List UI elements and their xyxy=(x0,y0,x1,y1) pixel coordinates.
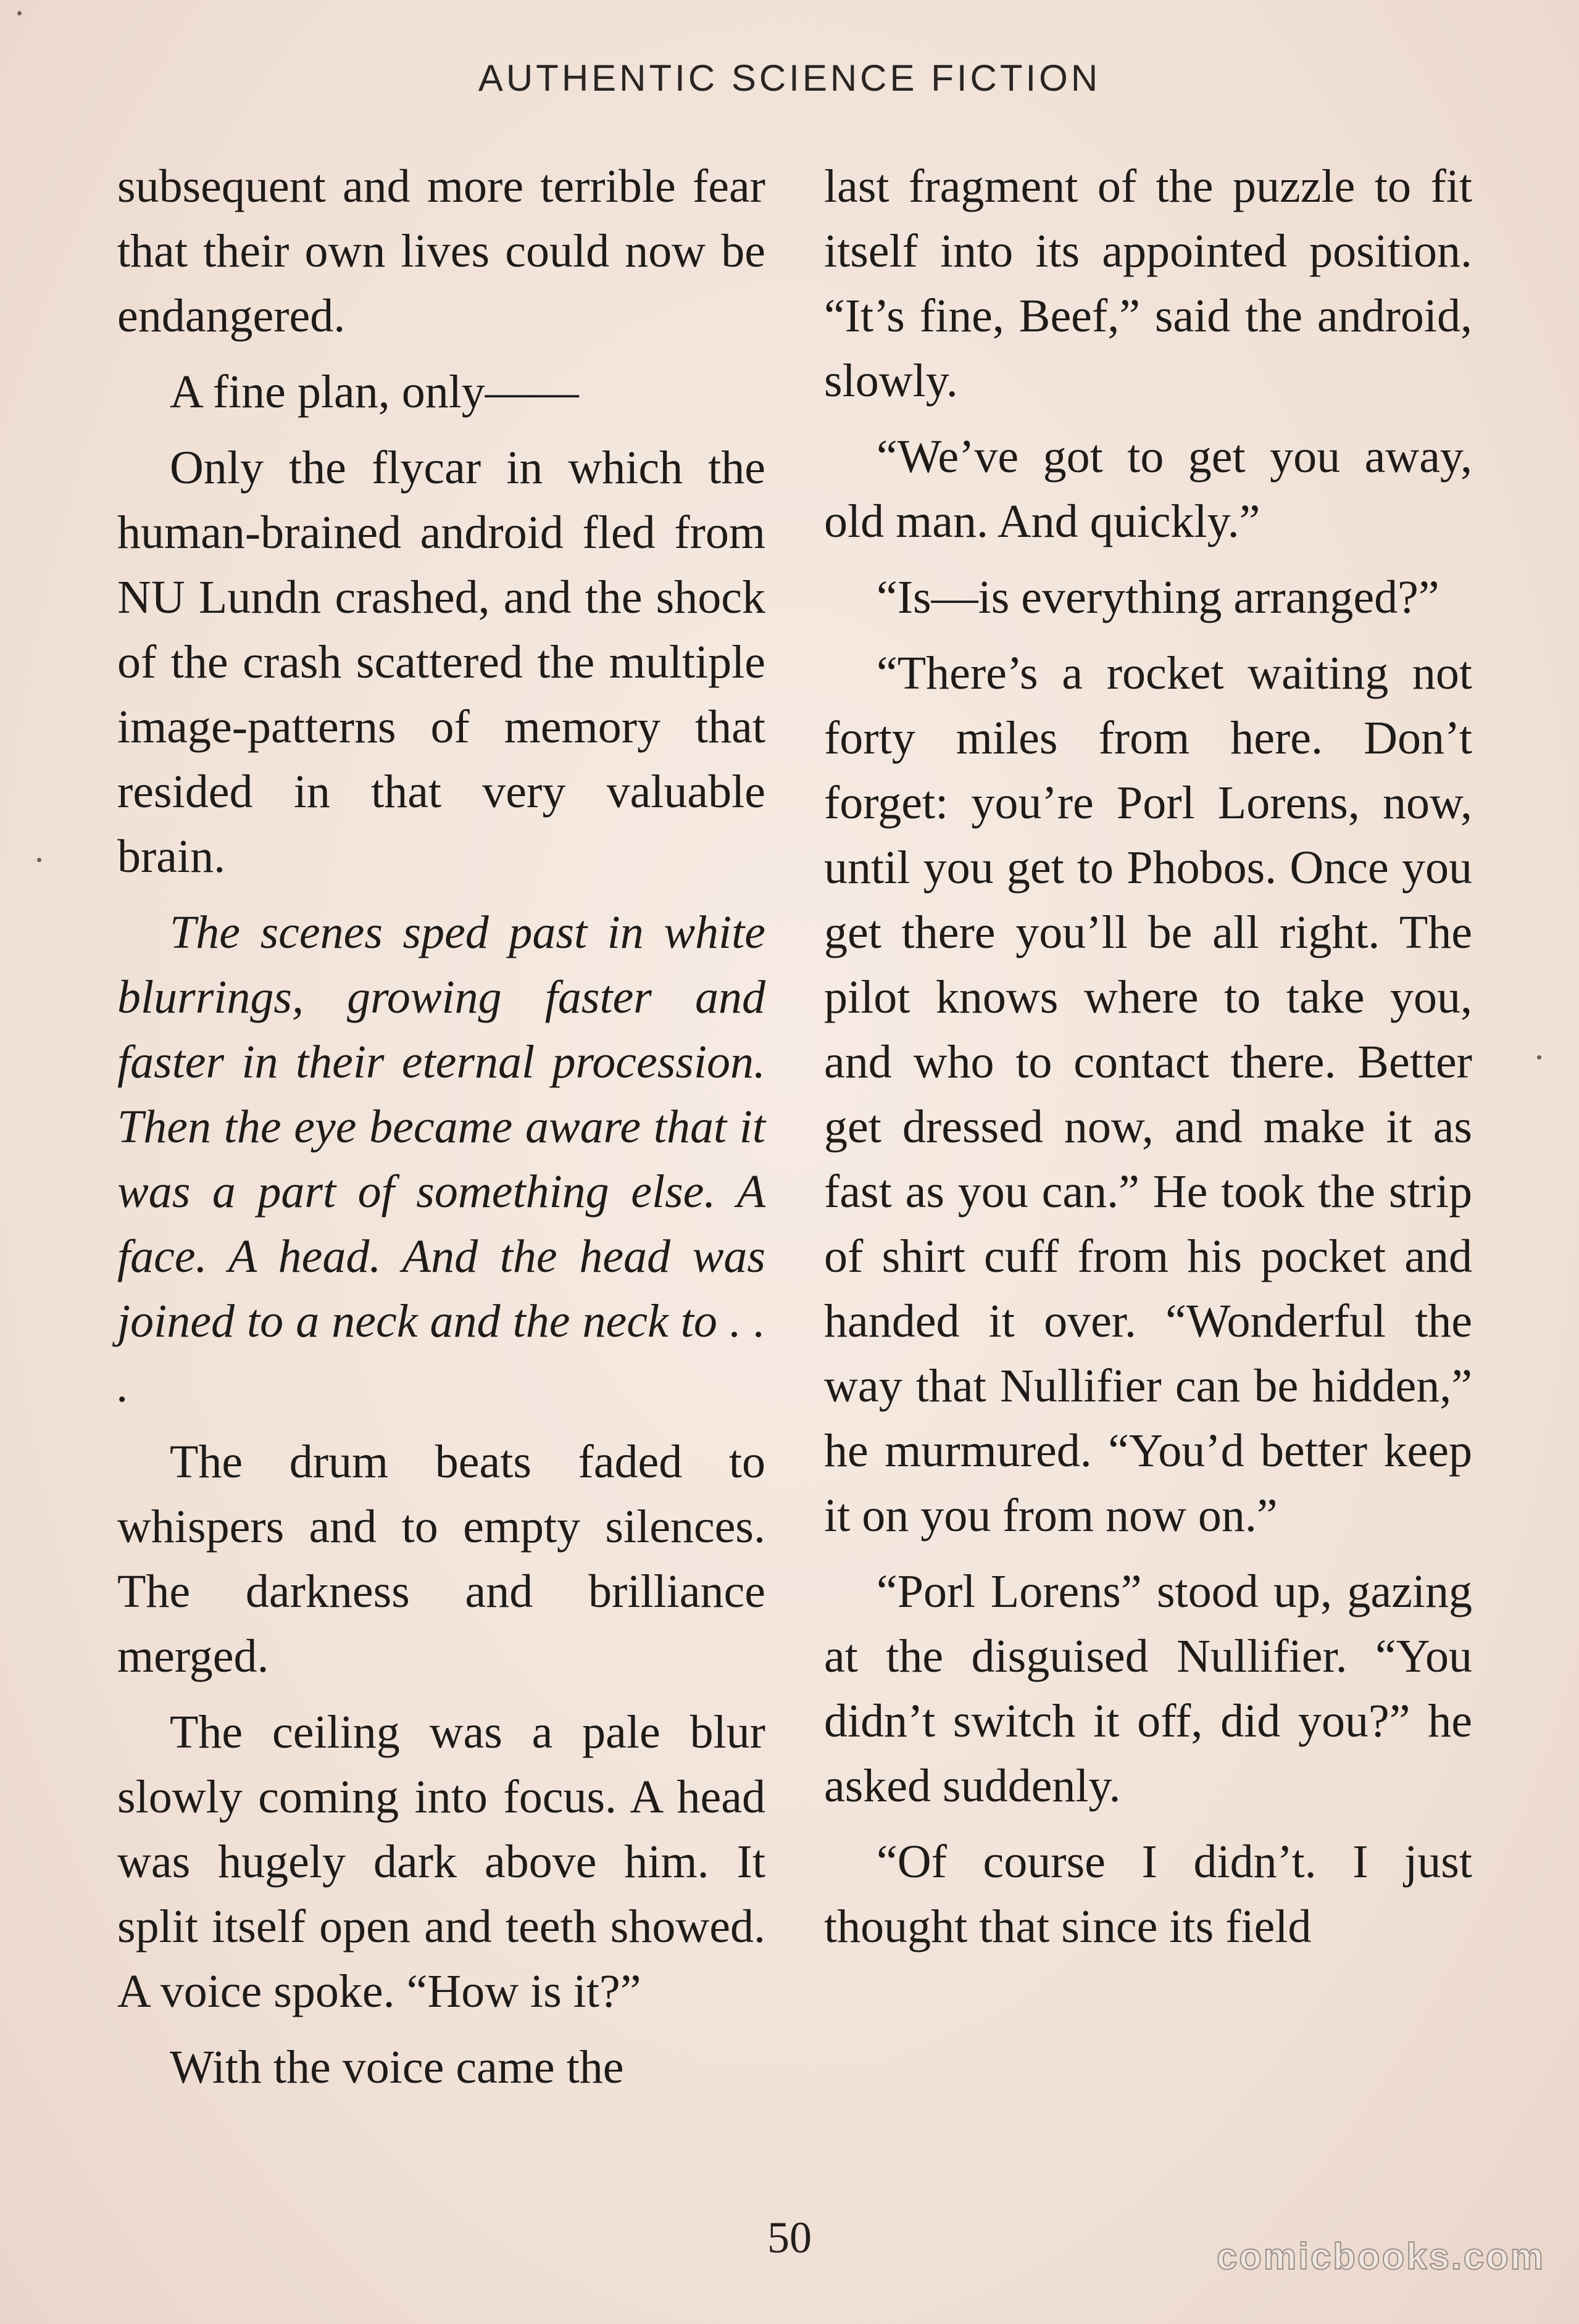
left-column xyxy=(117,154,765,2100)
right-column xyxy=(824,154,1472,1959)
paper-speck xyxy=(17,11,22,15)
paragraph: With the voice came the xyxy=(170,2041,624,2093)
paper-speck xyxy=(37,858,41,862)
page-number: 50 xyxy=(767,2213,812,2262)
paragraph: last fragment of the puzzle to fit itself into its appointed position. “It’s fine, Beef,” said the android, slowly. xyxy=(824,160,1472,407)
italic-paragraph: The scenes sped past in white blurrings, growing faster and faster in their eternal procession. Then the eye became aware that it was a part of something else. A face. A head. And the head was joined to a neck and the neck to . . . xyxy=(117,907,765,1412)
paragraph: “Of course I didn’t. I just thought that since its field xyxy=(824,1836,1472,1953)
paragraph: The drum beats faded to whispers and to empty silences. The darkness and brilliance merged. xyxy=(117,1436,765,1682)
paragraph: “We’ve got to get you away, old man. And quickly.” xyxy=(824,431,1472,547)
paragraph: A fine plan, only—— xyxy=(170,366,579,418)
paragraph: “Is—is everything arranged?” xyxy=(877,571,1439,623)
paper-speck xyxy=(1537,1055,1541,1060)
paragraph: “There’s a rocket waiting not forty miles from here. Don’t forget: you’re Porl Lorens, now, until you get to Phobos. Once you get there you’ll be all right. The pilot knows where to take you, and who to contact there. Better get dressed now, and make it as fast as you can.” He took the strip of shirt cuff from his pocket and handed it over. “Wonderful the way that Nullifier can be hidden,” he murmured. “You’d better keep it on you from now on.” xyxy=(824,647,1472,1542)
paragraph: “Porl Lorens” stood up, gazing at the disguised Nullifier. “You didn’t switch it off, did you?” he asked suddenly. xyxy=(824,1566,1472,1812)
paragraph: subsequent and more terrible fear that their own lives could now be endangered. xyxy=(117,160,765,342)
paragraph: The ceiling was a pale blur slowly coming into focus. A head was hugely dark above him. It split itself open and teeth showed. A voice spoke. “How is it?” xyxy=(117,1706,765,2017)
paragraph: Only the flycar in which the human-brained android fled from NU Lundn crashed, and the shock of the crash scattered the multiple image-patterns of memory that resided in that very valuable brain. xyxy=(117,442,765,882)
running-header: AUTHENTIC SCIENCE FICTION xyxy=(478,57,1101,99)
watermark-logo: comicbooks.com xyxy=(1216,2236,1545,2277)
